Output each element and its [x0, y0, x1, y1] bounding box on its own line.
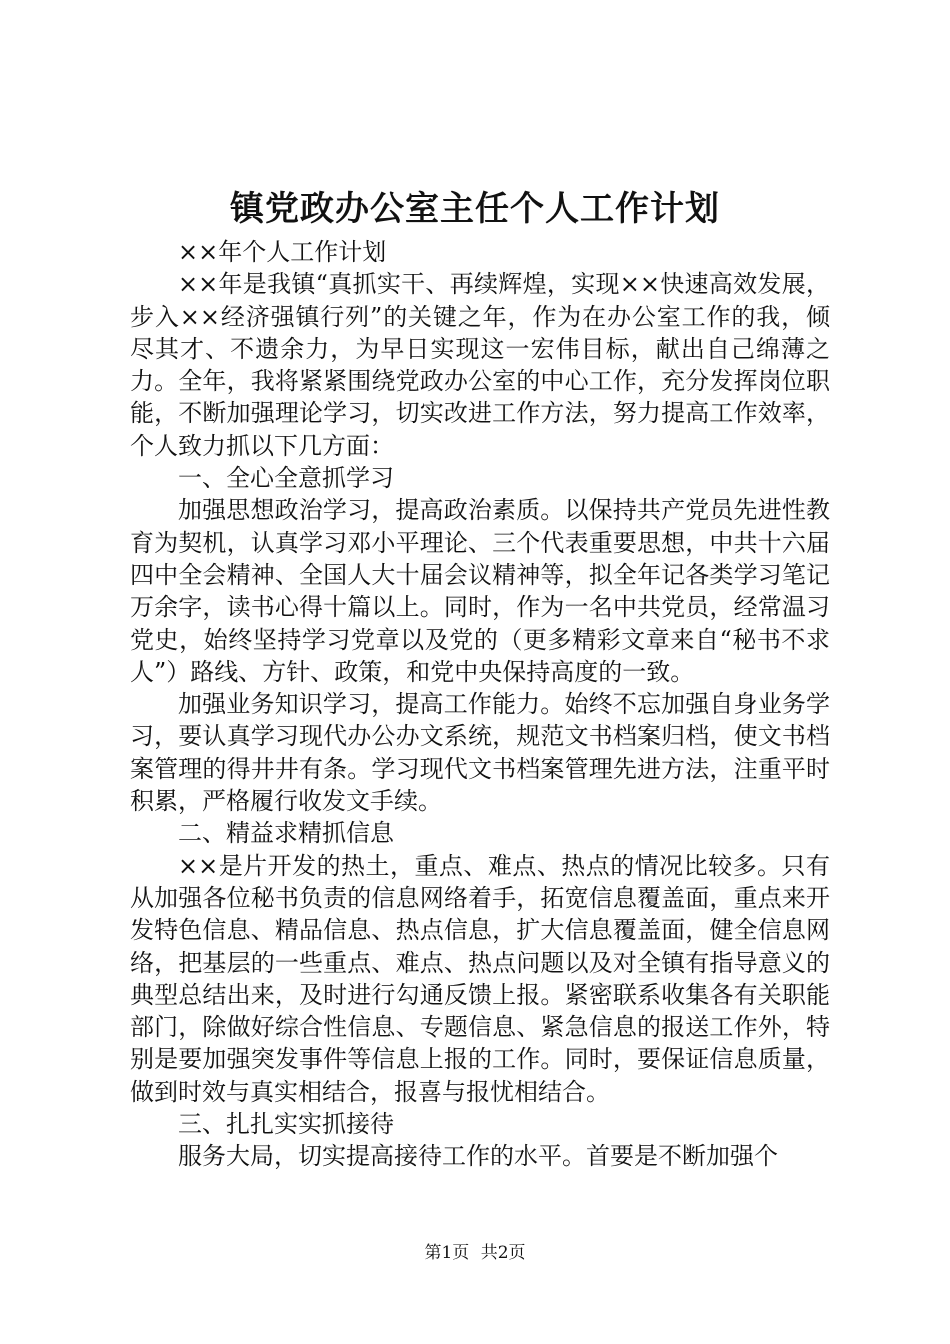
page-number-current: 第1页 [424, 1243, 470, 1263]
page-number-total: 共2页 [480, 1243, 526, 1263]
paragraph-intro: ××年是我镇“真抓实干、再续辉煌，实现××快速高效发展，步入××经济强镇行列”的关键之年，作为在办公室工作的我，倾尽其才、不遗余力，为早日实现这一宏伟目标，献出自己绵薄之力。全年，我将紧紧围绕党政办公室的中心工作，充分发挥岗位职能，不断加强理论学习，切实改进工作方法，努力提高工作效率，个人致力抓以下几方面： [130, 270, 830, 460]
document-body [130, 236, 830, 1173]
page-footer [0, 1241, 950, 1265]
section-heading-reception: 三、扎扎实实抓接待 [178, 1110, 394, 1139]
paragraph-political-study: 加强思想政治学习，提高政治素质。以保持共产党员先进性教育为契机，认真学习邓小平理论、三个代表重要思想，中共十六届四中全会精神、全国人大十届会议精神等，拟全年记各类学习笔记万余字，读书心得十篇以上。同时，作为一名中共党员，经常温习党史，始终坚持学习党章以及党的（更多精彩文章来自“秘书不求人”）路线、方针、政策，和党中央保持高度的一致。 [130, 496, 830, 686]
section-heading-information: 二、精益求精抓信息 [178, 819, 394, 848]
document-title: 镇党政办公室主任个人工作计划 [230, 189, 720, 229]
paragraph-reception: 服务大局，切实提高接待工作的水平。首要是不断加强个 [178, 1142, 778, 1171]
paragraph-year-plan: ××年个人工作计划 [178, 238, 387, 266]
section-heading-study: 一、全心全意抓学习 [178, 464, 394, 493]
paragraph-business-study: 加强业务知识学习，提高工作能力。始终不忘加强自身业务学习，要认真学习现代办公办文系统，规范文书档案归档，使文书档案管理的得井井有条。学习现代文书档案管理先进方法，注重平时积累，严格履行收发文手续。 [130, 690, 830, 816]
paragraph-information: ××是片开发的热土，重点、难点、热点的情况比较多。只有从加强各位秘书负责的信息网络着手，拓宽信息覆盖面，重点来开发特色信息、精品信息、热点信息，扩大信息覆盖面，健全信息网络，把基层的一些重点、难点、热点问题以及对全镇有指导意义的典型总结出来，及时进行勾通反馈上报。紧密联系收集各有关职能部门，除做好综合性信息、专题信息、紧急信息的报送工作外，特别是要加强突发事件等信息上报的工作。同时，要保证信息质量，做到时效与真实相结合，报喜与报忧相结合。 [130, 851, 830, 1106]
